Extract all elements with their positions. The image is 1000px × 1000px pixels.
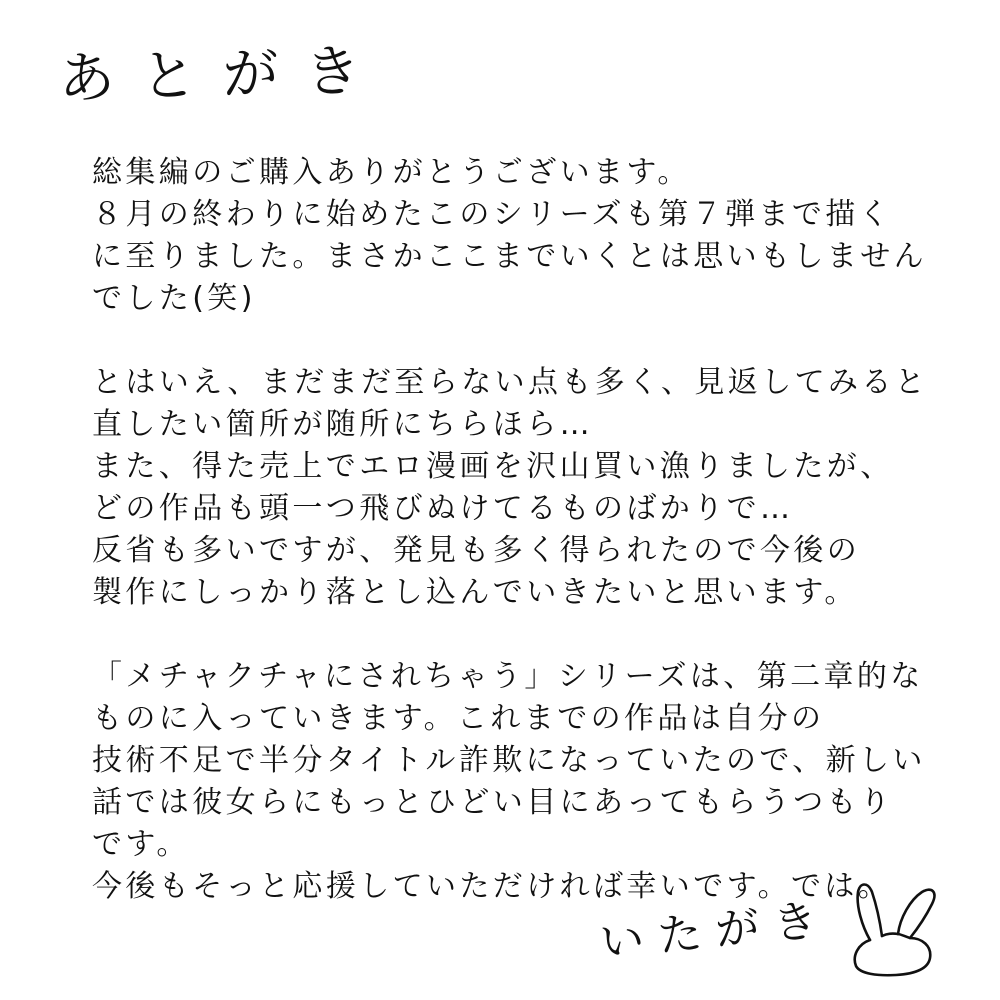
text-line: に至りました。まさかここまでいくとは思いもしません <box>92 239 927 274</box>
text-line: 反省も多いですが、発見も多く得られたので今後の <box>92 533 861 568</box>
text-line: です。 <box>92 827 190 862</box>
author-signature: いたがき <box>597 893 834 969</box>
text-line: 直したい箇所が随所にちらほら… <box>92 407 593 442</box>
text-line: 今後もそっと応援していただければ幸いです。では。 <box>92 869 892 904</box>
text-line: ものに入っていきます。これまでの作品は自分の <box>92 701 825 736</box>
text-line: 総集編のご購入ありがとうございます。 <box>92 155 691 190</box>
text-line: ８月の終わりに始めたこのシリーズも第７弾まで描く <box>92 197 893 232</box>
paragraph-1 <box>92 152 972 320</box>
text-line: とはいえ、まだまだ至らない点も多く、見返してみると <box>92 365 929 400</box>
text-line: また、得た売上でエロ漫画を沢山買い漁りましたが、 <box>92 449 894 484</box>
text-line: どの作品も頭一つ飛びぬけてるものばかりで… <box>92 491 794 526</box>
rabbit-doodle-icon <box>848 878 940 978</box>
text-line: 「メチャクチャにされちゃう」シリーズは、第二章的な <box>92 659 924 694</box>
paragraph-3 <box>92 656 972 908</box>
text-line: でした(笑) <box>92 281 256 316</box>
text-line: 話では彼女らにもっとひどい目にあってもらうつもり <box>92 785 894 820</box>
afterword-body <box>92 152 972 950</box>
text-line: 製作にしっかり落とし込んでいきたいと思います。 <box>92 575 858 610</box>
paragraph-2 <box>92 362 972 614</box>
page-title: あとがき <box>57 38 388 112</box>
text-line: 技術不足で半分タイトル詐欺になっていたので、新しい <box>92 743 926 778</box>
